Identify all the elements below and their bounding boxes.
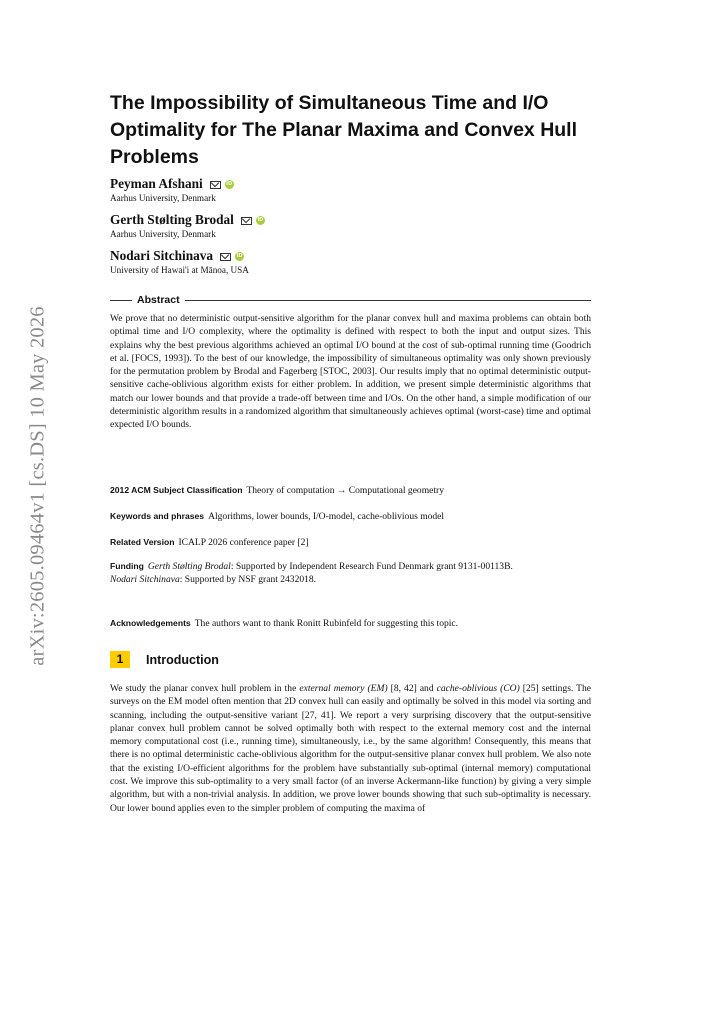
funding-name: Gerth Stølting Brodal <box>147 561 231 572</box>
acknowledgements <box>110 617 591 631</box>
arxiv-identifier: arXiv:2605.09464v1 [cs.DS] 10 May 2026 <box>26 306 49 666</box>
intro-emphasis: external memory (EM) <box>299 683 388 694</box>
related-version <box>110 536 591 550</box>
author-name-row <box>110 212 510 228</box>
keywords-value: Algorithms, lower bounds, I/O-model, cache-oblivious model <box>208 511 445 522</box>
keywords-label: Keywords and phrases <box>110 511 205 521</box>
funding-line <box>110 574 591 587</box>
acm-value: Theory of computation → Computational geometry <box>246 485 444 496</box>
section-title: Introduction <box>146 652 219 667</box>
funding <box>110 560 591 586</box>
ack-label: Acknowledgements <box>110 618 191 628</box>
section-number-badge: 1 <box>110 651 130 668</box>
author-name-row <box>110 248 510 264</box>
orcid-icon[interactable]: iD <box>226 180 233 187</box>
funding-label: Funding <box>110 561 144 571</box>
abstract-label: Abstract <box>137 294 180 306</box>
orcid-icon[interactable]: iD <box>257 216 264 223</box>
author-affiliation: University of Hawai'i at Mānoa, USA <box>110 265 249 275</box>
author-block <box>110 176 510 203</box>
abstract-text: We prove that no deterministic output-sensitive algorithm for the planar convex hull and maxima problems can obtain both optimal time and I/O complexity, where the optimality is defined with respect to both the input and output sizes. This explains why the best previous algorithms achieved an optimal I/O bound at the cost of sub-optimal running time (Goodrich et al. [FOCS, 1993]). To the best of our knowledge, the impossibility of simultaneous optimality was only shown previously for the permutation problem by Brodal and Fagerberg [STOC, 2003]. Our results imply that no optimal deterministic output-sensitive cache-oblivious algorithm exists for either problem. In addition, we present simple deterministic algorithms that match our lower bounds and that provide a trade-off between time and I/Os. On the other hand, a simple modification of our deterministic algorithm results in a randomized algorithm that simultaneously achieves optimal (worst-case) time and optimal expected I/O bounds. <box>110 313 591 431</box>
ack-value: The authors want to thank Ronitt Rubinfeld for suggesting this topic. <box>194 618 459 629</box>
abstract-rule-left <box>110 300 132 301</box>
author-block <box>110 248 510 275</box>
abstract-header <box>110 293 591 307</box>
author-name: Peyman Afshani <box>110 176 203 191</box>
author-affiliation: Aarhus University, Denmark <box>110 229 216 239</box>
funding-text: : Supported by NSF grant 2432018. <box>179 573 317 585</box>
envelope-icon[interactable] <box>210 181 221 189</box>
acm-classification <box>110 484 591 498</box>
related-value: ICALP 2026 conference paper [2] <box>178 537 309 548</box>
intro-text: [8, 42] and <box>387 683 437 694</box>
intro-emphasis: cache-oblivious (CO) <box>436 683 520 694</box>
abstract-rule-right <box>185 300 591 301</box>
keywords <box>110 510 591 524</box>
envelope-icon[interactable] <box>241 217 252 225</box>
author-affiliation: Aarhus University, Denmark <box>110 193 216 203</box>
author-name: Nodari Sitchinava <box>110 248 214 263</box>
funding-name: Nodari Sitchinava <box>110 573 180 585</box>
funding-text: : Supported by Independent Research Fund Denmark grant 9131-00113B. <box>230 561 513 572</box>
related-label: Related Version <box>110 537 175 547</box>
orcid-icon[interactable]: iD <box>236 252 243 259</box>
intro-text: [25] settings. The surveys on the EM model often mention that 2D convex hull can easily and optimally be solved in this model via sorting and scanning, including the output-sensitive variant [27, 41]. We report a very surprising discovery that the output-sensitive planar convex hull problem cannot be solved optimally both with respect to the external memory cost and the internal memory computational cost (i.e., running time), simultaneously, i.e., by the same algorithm! Consequently, this means that there is no optimal deterministic cache-oblivious algorithm for the output-sensitive planar convex hull problem. We also note that the existing I/O-efficient algorithms for the problem have substantially sub-optimal (internal memory) computational cost. We improve this sub-optimality to a very small factor (of an inverse Ackermann-like function) by giving a very simple algorithm, but with a non-trivial analysis. In addition, we prove lower bounds showing that such sub-optimality is necessary. Our lower bound applies even to the simpler problem of computing the maxima of <box>110 683 592 814</box>
author-name: Gerth Stølting Brodal <box>110 212 234 227</box>
envelope-icon[interactable] <box>220 253 231 261</box>
arxiv-sidebar <box>20 296 56 676</box>
intro-text: We study the planar convex hull problem in the <box>110 683 300 694</box>
intro-paragraph <box>110 682 591 815</box>
author-name-row <box>110 176 510 192</box>
acm-label: 2012 ACM Subject Classification <box>110 485 243 495</box>
paper-title: The Impossibility of Simultaneous Time and I/O Optimality for The Planar Maxima and Convex Hull Problems <box>110 92 578 168</box>
funding-line <box>110 560 591 574</box>
author-block <box>110 212 510 239</box>
section-heading <box>110 651 219 668</box>
